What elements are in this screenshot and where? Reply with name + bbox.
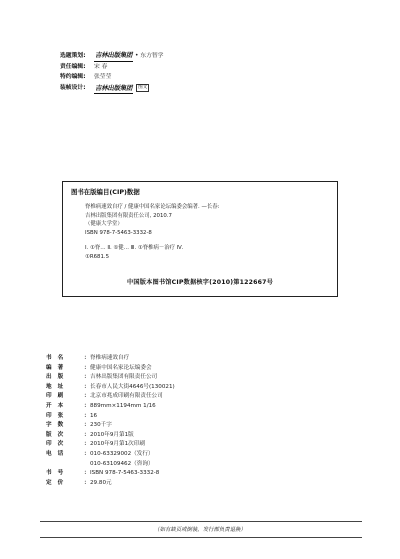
info-key: 版次 <box>46 431 70 438</box>
info-row: 地址 ： 长春市人民大街4646号(130021) <box>46 383 175 393</box>
divider <box>40 537 362 538</box>
info-value: 脊椎病速效自疗 <box>90 355 130 361</box>
credit-row <box>60 62 163 73</box>
info-row: 电话 ： 010-63329002（发行） <box>46 450 175 460</box>
info-value: 长春市人民大街4646号(130021) <box>90 383 175 390</box>
cip-body <box>85 203 330 262</box>
info-value: 16 <box>90 412 98 419</box>
cip-footer: 中国版本图书馆CIP数据核字(2010)第122667号 <box>126 279 274 286</box>
info-key: 印张 <box>46 412 70 419</box>
cip-line: 吉林出版集团有限责任公司, 2010.7 <box>85 212 172 219</box>
cip-line: （健康大学堂） <box>85 221 123 228</box>
info-value: 北京市兆成印刷有限责任公司 <box>90 393 163 400</box>
credit-row <box>60 72 163 83</box>
return-notice: （如有缺页或倒装，发行部负责退换） <box>154 527 246 533</box>
credit-value: 东方智学 <box>140 52 164 59</box>
info-row <box>46 460 175 470</box>
info-key <box>46 460 84 470</box>
info-row: 出版 ： 吉林出版集团有限责任公司 <box>46 373 175 383</box>
credit-label: 责任编辑: <box>60 63 86 70</box>
info-value: 吉林出版集团有限责任公司 <box>90 374 158 381</box>
credit-row <box>60 83 163 95</box>
info-value: 230千字 <box>90 422 112 429</box>
info-key: 地址 <box>46 383 70 390</box>
info-value: 2010年9月第1版 <box>90 431 134 438</box>
credit-label: 特约编辑: <box>60 74 86 80</box>
info-key: 字数 <box>46 422 70 429</box>
info-row: 印张 ： 16 <box>46 412 175 422</box>
info-row: 印次 ： 2010年9月第1次印刷 <box>46 440 175 450</box>
design-tag: 图文 <box>138 85 148 91</box>
credit-label: 选题策划: <box>60 52 86 59</box>
info-value: 健康中国名家论坛编委会 <box>90 364 152 371</box>
info-key: 编著 <box>46 364 70 371</box>
info-row: 书名 ： 脊椎病速效自疗 <box>46 354 175 364</box>
publisher-logo: 吉林出版集团 <box>94 50 133 62</box>
publisher-logo: 吉林出版集团 <box>94 83 133 95</box>
info-key: 开本 <box>46 402 70 409</box>
info-row: 字数 ： 230千字 <box>46 421 175 431</box>
divider <box>40 521 362 522</box>
info-row: 定价 ： 29.80元 <box>46 479 175 489</box>
credits-block <box>60 50 163 94</box>
info-row: 编著 ： 健康中国名家论坛编委会 <box>46 364 175 374</box>
info-row: 开本 ： 889mm×1194mm 1/16 <box>46 402 175 412</box>
info-value: 2010年9月第1次印刷 <box>90 441 145 448</box>
cip-data-box <box>62 181 338 297</box>
info-row: 版次 ： 2010年9月第1版 <box>46 431 175 441</box>
info-key: 书名 <box>46 355 70 361</box>
info-key: 电话 <box>46 450 70 457</box>
credit-row: 选题策划: 吉林出版集团 • 东方智学 <box>60 50 163 62</box>
info-key: 定价 <box>46 479 70 486</box>
info-value: 010-63109462（咨询） <box>90 460 154 467</box>
cip-line: 脊椎病速效自疗 / 健康中国名家论坛编委会编著. —长春: <box>85 204 220 210</box>
cip-line: Ⅰ. ①脊… Ⅱ. ①健… Ⅲ. ①脊椎病－治疗 Ⅳ. <box>85 245 184 252</box>
info-key: 书号 <box>46 470 70 477</box>
info-key: 印刷 <box>46 393 70 400</box>
info-value: 889mm×1194mm 1/16 <box>90 402 156 409</box>
credit-value: 张莹莹 <box>94 74 112 80</box>
info-value: ISBN 978-7-5463-3332-8 <box>90 470 160 477</box>
info-key: 印次 <box>46 441 70 448</box>
cip-title: 图书在版编目(CIP)数据 <box>71 188 140 196</box>
info-value: 010-63329002（发行） <box>90 450 154 457</box>
cip-line: ISBN 978-7-5463-3332-8 <box>85 229 152 236</box>
publication-info <box>46 354 175 488</box>
info-value: 29.80元 <box>90 479 112 486</box>
cip-line: ①R681.5 <box>85 253 110 260</box>
info-key: 出版 <box>46 374 70 381</box>
info-row: 印刷 ： 北京市兆成印刷有限责任公司 <box>46 392 175 402</box>
credit-value: 宋 春 <box>94 63 108 70</box>
credit-label: 装帧设计: <box>60 85 86 91</box>
info-row: 书号 ： ISBN 978-7-5463-3332-8 <box>46 469 175 479</box>
